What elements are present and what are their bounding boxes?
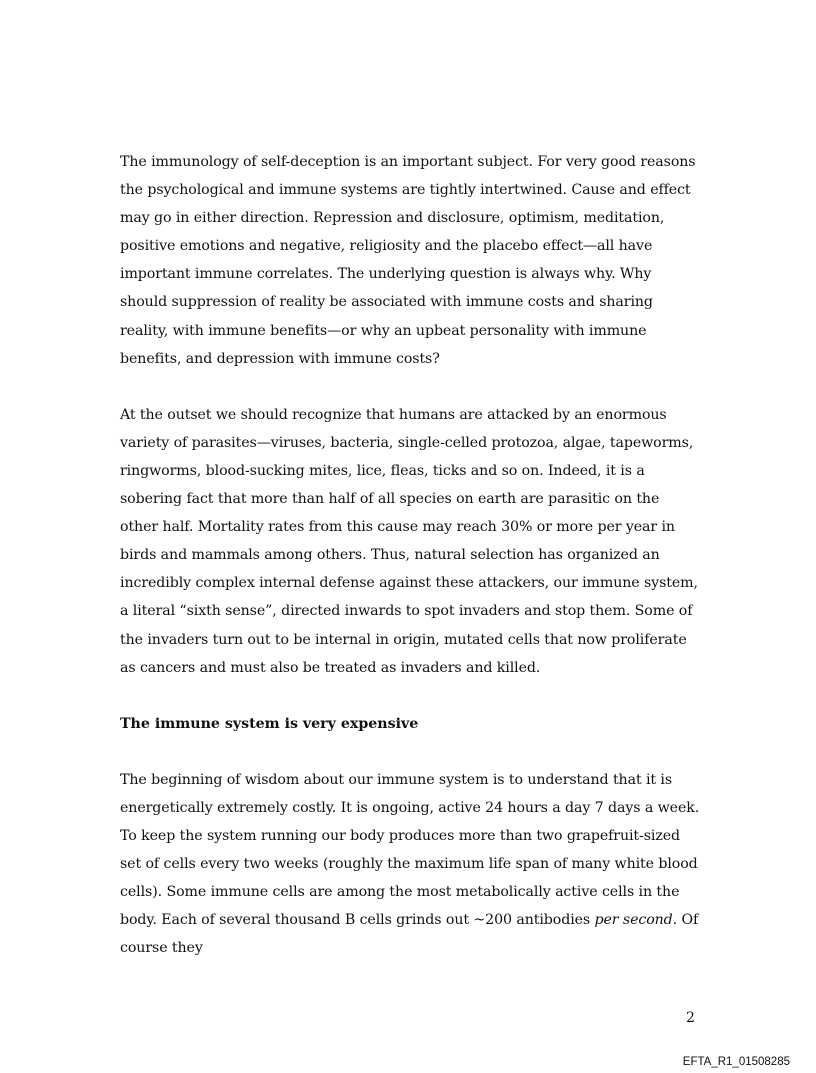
document-id: EFTA_R1_01508285 [682, 1056, 790, 1068]
paragraph-parasites: At the outset we should recognize that humans are attacked by an enormous variety of parasites—viruses, bacteria, single-celled protozoa, algae, tapeworms, ringworms, blood-sucking mites, lice, fleas, ticks and so on. Indeed, it is a sobering fact that more than half of all species on earth are parasitic on the other half. Mortality rates from this cause may reach 30% or more per year in birds and mammals among others. Thus, natural selection has organized an incredibly complex internal defense against these attackers, our immune system, a literal “sixth sense”, directed inwards to spot invaders and stop them. Some of the invaders turn out to be internal in origin, mutated cells that now proliferate as cancers and must also be treated as invaders and killed. [120, 406, 698, 676]
section-heading: The immune system is very expensive [120, 715, 419, 732]
page-number: 2 [686, 1010, 695, 1026]
italic-per-second: per second [594, 912, 673, 929]
paragraph-immunology-intro: The immunology of self-deception is an important subject. For very good reasons the psychological and immune systems are tightly intertwined. Cause and effect may go in either direction. Repression and disclosure, optimism, meditation, positive emotions and negative, religiosity and the placebo effect—all have important immune correlates. The underlying question is always why. Why should suppression of reality be associated with immune costs and sharing reality, with immune benefits—or why an upbeat personality with immune benefits, and depression with immune costs? [120, 154, 696, 367]
page-body [120, 148, 700, 962]
paragraph-immune-cost-text: The beginning of wisdom about our immune system is to understand that it is energetically extremely costly. It is ongoing, active 24 hours a day 7 days a week. To keep the system running our body produces more than two grapefruit-sized set of cells every two weeks (roughly the maximum life span of many white blood cells). Some immune cells are among the most metabolically active cells in the body. Each of several thousand B cells grinds out ~200 antibodies [120, 771, 700, 929]
paragraph-immune-cost [120, 766, 700, 963]
paragraph-immune-cost-tail: . Of course they [120, 912, 699, 957]
